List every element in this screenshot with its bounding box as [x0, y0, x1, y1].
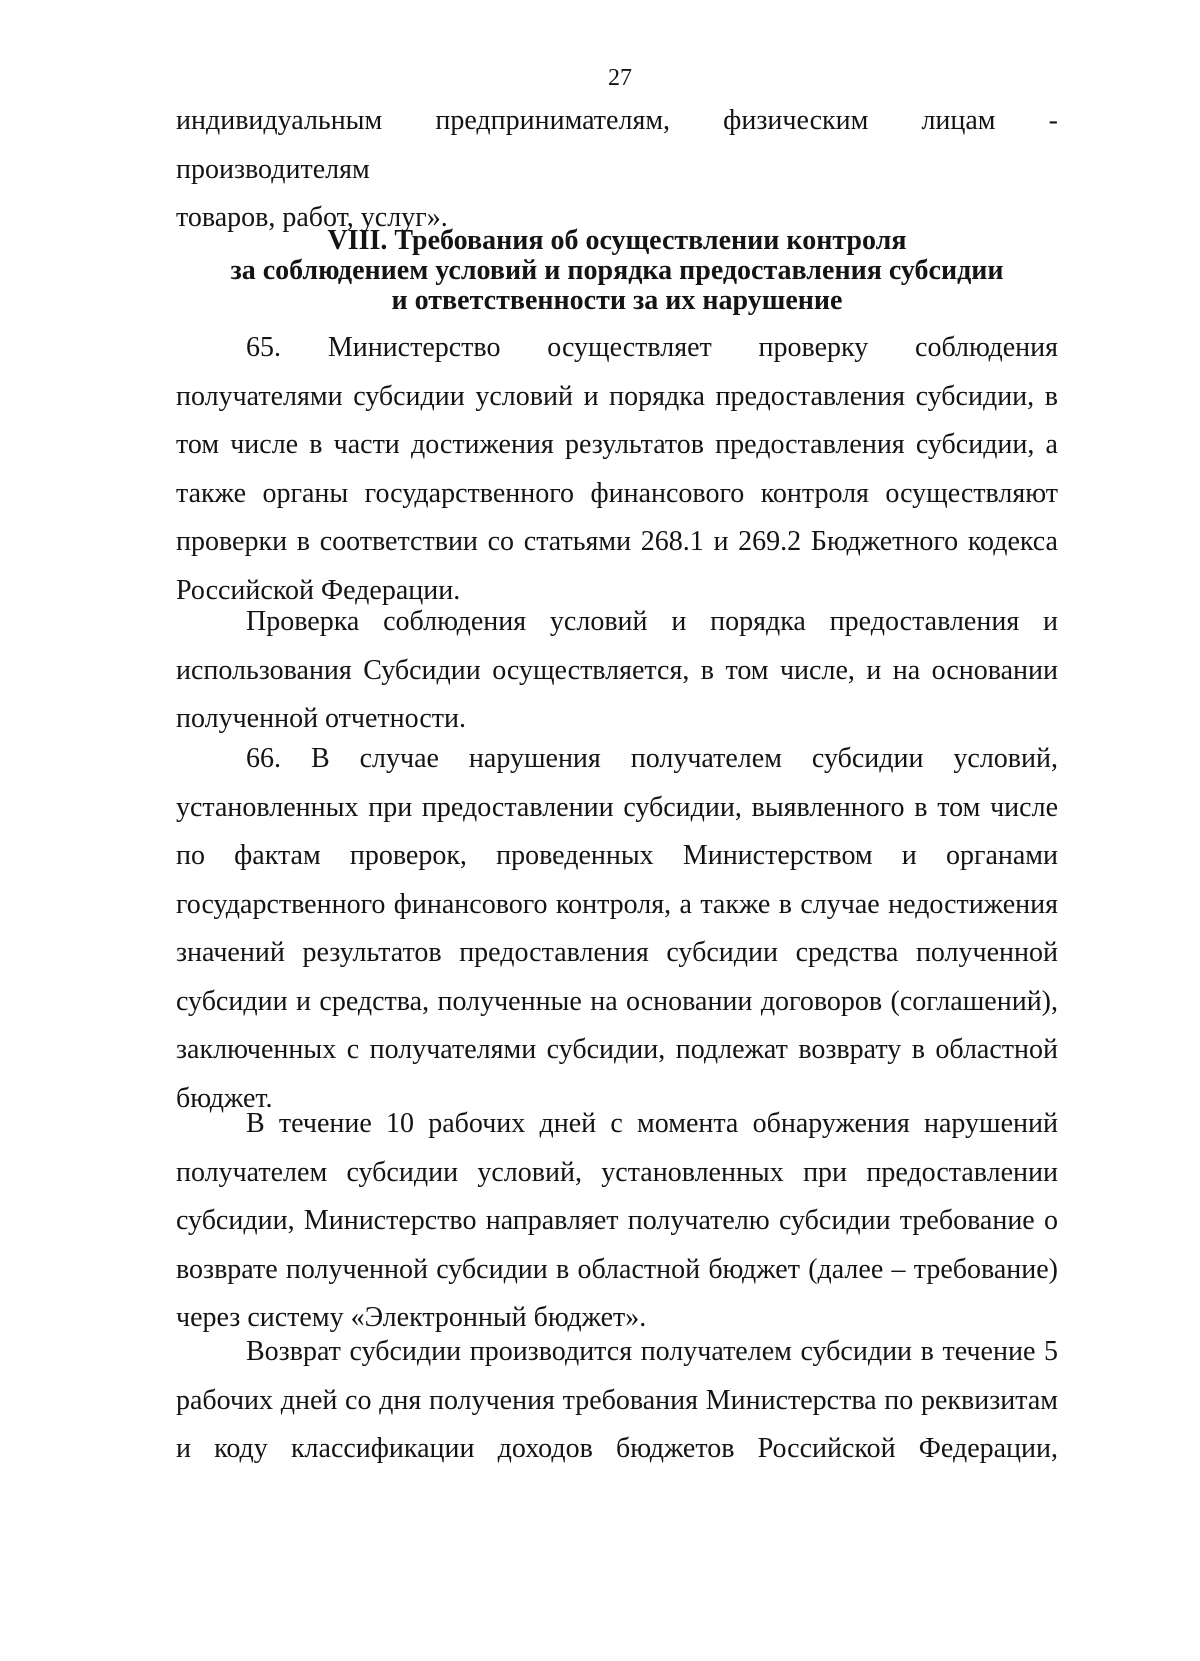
page-number: 27	[608, 65, 632, 91]
paragraph-65	[176, 324, 1058, 615]
intro-tail-line-1: индивидуальным предпринимателям, физическим лицам - производителям	[176, 105, 1058, 185]
paragraph-return	[176, 1328, 1058, 1474]
paragraph-65-text: 65. Министерство осуществляет проверку соблюдения получателями субсидии условий и порядка предоставления субсидии, в том числе в части достижения результатов предоставления субсидии, а также органы государственного финансового контроля осуществляют проверки в соответствии со статьями 268.1 и 269.2 Бюджетного кодекса Российской Федерации.	[176, 332, 1058, 606]
paragraph-66-text: 66. В случае нарушения получателем субсидии условий, установленных при предоставлении субсидии, выявленного в том числе по фактам проверок, проведенных Министерством и органами государственного финансового контроля, а также в случае недостижения значений результатов предоставления субсидии средства полученной субсидии и средства, полученные на основании договоров (соглашений), заключенных с получателями субсидии, подлежат возврату в областной бюджет.	[176, 743, 1058, 1114]
paragraph-verification-text: Проверка соблюдения условий и порядка предоставления и использования Субсидии осуществляется, в том числе, и на основании полученной отчетности.	[176, 606, 1058, 734]
paragraph-66	[176, 735, 1058, 1123]
intro-tail	[176, 97, 1058, 243]
section-heading	[176, 226, 1058, 316]
paragraph-return-text: Возврат субсидии производится получателем субсидии в течение 5 рабочих дней со дня получения требования Министерства по реквизитам и коду классификации доходов бюджетов Российской Федерации,	[176, 1336, 1058, 1464]
section-heading-line-1: VIII. Требования об осуществлении контроля	[327, 225, 907, 256]
section-heading-line-3: и ответственности за их нарушение	[391, 285, 843, 316]
section-heading-line-2: за соблюдением условий и порядка предоставления субсидии	[230, 255, 1004, 286]
paragraph-10-days	[176, 1100, 1058, 1343]
paragraph-10-days-text: В течение 10 рабочих дней с момента обнаружения нарушений получателем субсидии условий, установленных при предоставлении субсидии, Министерство направляет получателю субсидии требование о возврате полученной субсидии в областной бюджет (далее – требование) через систему «Электронный бюджет».	[176, 1108, 1058, 1333]
intro-tail-line-2: товаров, работ, услуг».	[176, 202, 448, 233]
paragraph-verification	[176, 598, 1058, 744]
